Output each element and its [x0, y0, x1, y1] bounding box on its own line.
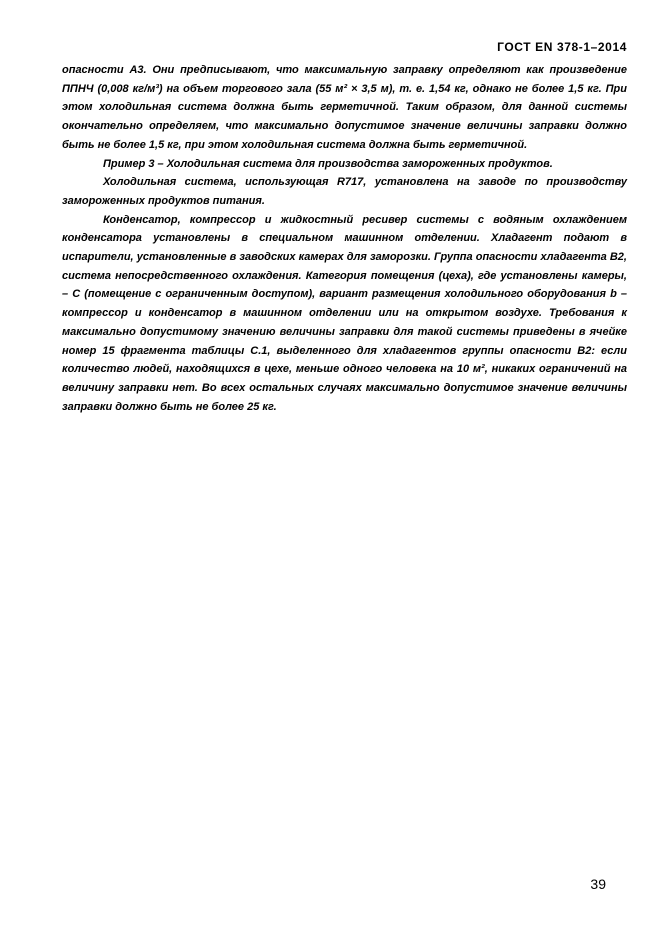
- page-number: 39: [590, 876, 606, 892]
- paragraph-example-3-title: Пример 3 – Холодильная система для производства замороженных продуктов.: [103, 157, 553, 170]
- paragraph-continuation: опасности A3. Они предписывают, что максимальную заправку определяют как произведение ППНЧ (0,008 кг/м³) на объем торгового зала (55 м² × 3,5 м), т. е. 1,54 кг, однако не более 1,5 кг. При этом холодильная система должна быть герметичной. Таким образом, для данной системы окончательно определяем, что максимально допустимое значение величины заправки должно быть не более 1,5 кг, при этом холодильная система должна быть герметичной.: [62, 64, 627, 151]
- paragraph-system-description: Холодильная система, использующая R717, установлена на заводе по производству замороженных продуктов питания.: [62, 176, 627, 207]
- body-text: [62, 61, 627, 416]
- document-code-header: ГОСТ EN 378-1–2014: [497, 40, 627, 54]
- paragraph-equipment-requirements: Конденсатор, компрессор и жидкостный ресивер системы с водяным охлаждением конденсатора установлены в специальном машинном отделении. Хладагент подают в испарители, установленные в заводских камерах для заморозки. Группа опасности хладагента B2, система непосредственного охлаждения. Категория помещения (цеха), где установлены камеры, – С (помещение с ограниченным доступом), вариант размещения холодильного оборудования b – компрессор и конденсатор в машинном отделении или на открытом воздухе. Требования к максимально допустимому значению величины заправки для такой системы приведены в ячейке номер 15 фрагмента таблицы С.1, выделенного для хладагентов группы опасности B2: если количество людей, находящихся в цехе, меньше одного человека на 10 м², никаких ограничений на величину заправки нет. Во всех остальных случаях максимально допустимое значение величины заправки должно быть не более 25 кг.: [62, 213, 627, 413]
